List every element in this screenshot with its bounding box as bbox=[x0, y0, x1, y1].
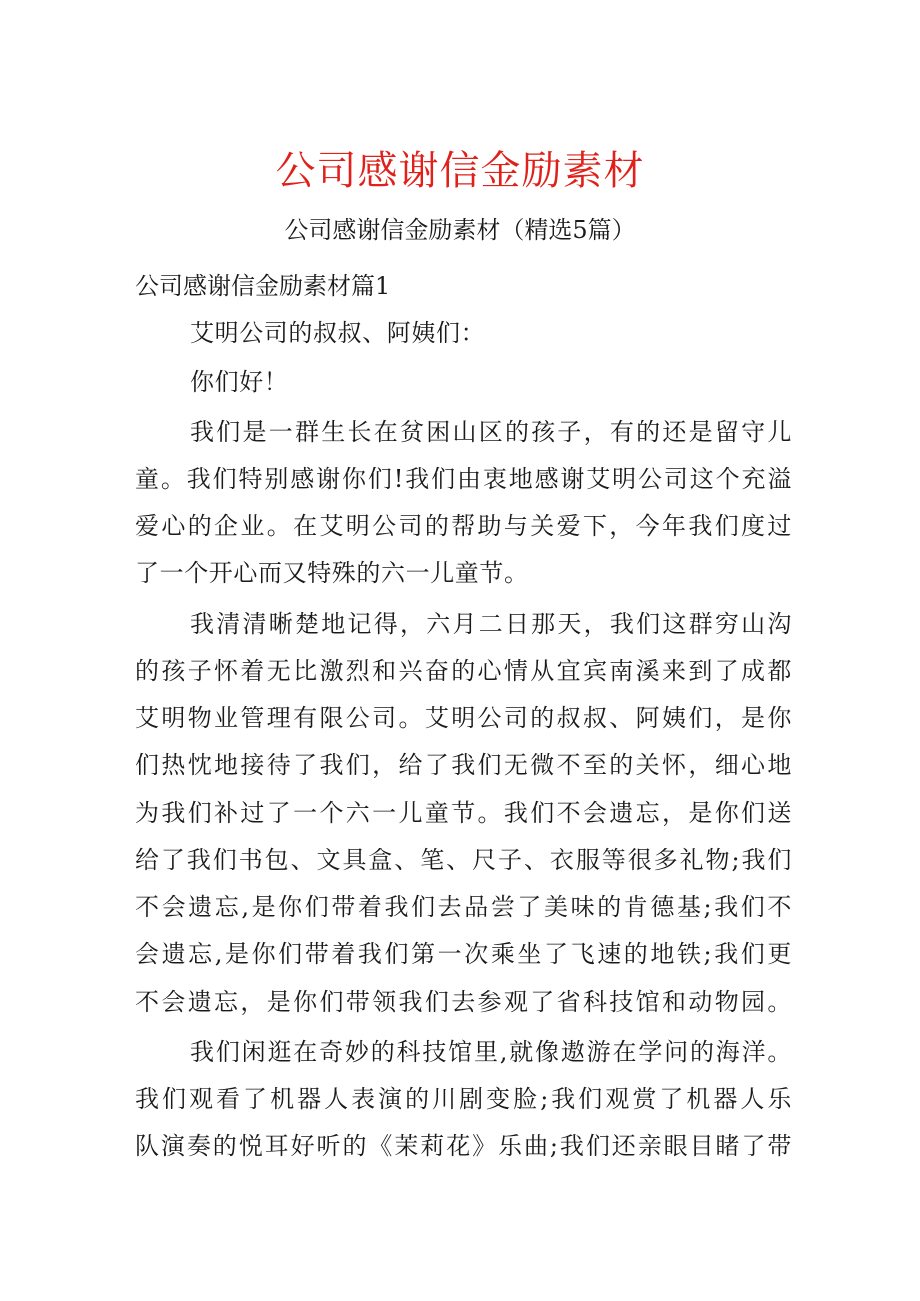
paragraph-2-line-4: 们热忱地接待了我们，给了我们无微不至的关怀，细心地 bbox=[135, 751, 792, 779]
paragraph-3-line-2: 我们观看了机器人表演的川剧变脸;我们观赏了机器人乐 bbox=[135, 1085, 792, 1113]
paragraph-1-line-2: 童。我们特别感谢你们!我们由衷地感谢艾明公司这个充溢 bbox=[135, 465, 792, 493]
paragraph-2-line-6: 给了我们书包、文具盒、笔、尺子、衣服等很多礼物;我们 bbox=[135, 846, 792, 874]
salutation: 艾明公司的叔叔、阿姨们： bbox=[190, 319, 486, 347]
paragraph-2-line-2: 的孩子怀着无比激烈和兴奋的心情从宜宾南溪来到了成都 bbox=[135, 657, 792, 685]
greeting: 你们好！ bbox=[190, 368, 289, 396]
paragraph-2-line-3: 艾明物业管理有限公司。艾明公司的叔叔、阿姨们，是你 bbox=[135, 704, 792, 732]
paragraph-3-line-1: 我们闲逛在奇妙的科技馆里,就像遨游在学问的海洋。 bbox=[190, 1038, 792, 1066]
paragraph-2-line-9: 不会遗忘，是你们带领我们去参观了省科技馆和动物园。 bbox=[135, 988, 792, 1016]
document-subtitle: 公司感谢信金励素材（精选5篇） bbox=[284, 216, 636, 244]
paragraph-1-line-4: 了一个开心而又特殊的六一儿童节。 bbox=[135, 559, 529, 587]
paragraph-2-line-7: 不会遗忘,是你们带着我们去品尝了美味的肯德基;我们不 bbox=[135, 893, 792, 921]
paragraph-2-line-5: 为我们补过了一个六一儿童节。我们不会遗忘，是你们送 bbox=[135, 799, 792, 827]
paragraph-3-line-3: 队演奏的悦耳好听的《茉莉花》乐曲;我们还亲眼目睹了带 bbox=[135, 1132, 792, 1160]
paragraph-2-line-8: 会遗忘,是你们带着我们第一次乘坐了飞速的地铁;我们更 bbox=[135, 940, 792, 968]
paragraph-1-line-1: 我们是一群生长在贫困山区的孩子，有的还是留守儿 bbox=[190, 418, 792, 446]
section-heading: 公司感谢信金励素材篇1 bbox=[135, 272, 391, 300]
paragraph-1-line-3: 爱心的企业。在艾明公司的帮助与关爱下，今年我们度过 bbox=[135, 512, 792, 540]
document-title: 公司感谢信金励素材 bbox=[275, 148, 645, 194]
paragraph-2-line-1: 我清清晰楚地记得，六月二日那天，我们这群穷山沟 bbox=[190, 610, 792, 638]
